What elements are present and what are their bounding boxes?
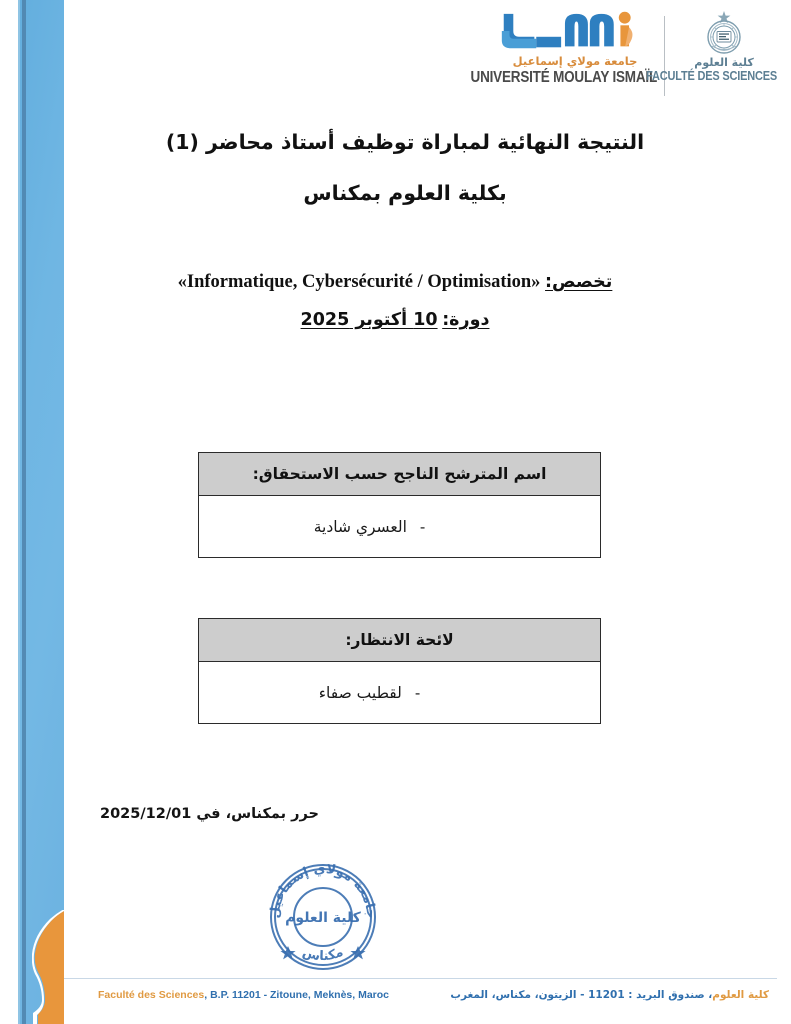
- list-item: [314, 518, 426, 536]
- left-decorative-band: [18, 0, 64, 1024]
- session-label: دورة:: [442, 310, 490, 330]
- table-header-waiting-list: لائحة الانتظار:: [199, 619, 600, 662]
- list-marker: -: [414, 683, 421, 702]
- band-orange-swoosh-icon: [32, 910, 64, 1024]
- footer-address-text-french: , B.P. 11201 - Zitoune, Meknès, Maroc: [204, 989, 390, 1001]
- footer-address-arabic: [450, 989, 769, 1001]
- table-row: [199, 662, 600, 723]
- footer-divider-rule: [64, 978, 777, 979]
- specialty-label: تخصص:: [545, 272, 613, 292]
- faculty-logo-block: [646, 10, 777, 84]
- specialty-line: [70, 272, 720, 293]
- table-header-successful: اسم المترشح الناجح حسب الاستحقاق:: [199, 453, 600, 496]
- faculty-name-french: FACULTÉ DES SCIENCES: [646, 69, 777, 84]
- footer-org-french: Faculté des Sciences: [98, 989, 205, 1001]
- svg-text:مكناس: مكناس: [300, 944, 346, 965]
- footer-org-arabic: كلية العلوم: [712, 989, 769, 1001]
- table-row: [199, 496, 600, 557]
- page-title-line-2: بكلية العلوم بمكناس: [303, 181, 507, 205]
- university-name-french: UNIVERSITÉ MOULAY ISMAÏL: [470, 68, 657, 87]
- footer-address-french: [98, 989, 389, 1001]
- waiting-list-table: [198, 618, 601, 724]
- band-light-edge: [18, 0, 20, 1024]
- faculty-name-arabic: كلية العلوم: [694, 56, 754, 69]
- session-line: [70, 310, 720, 331]
- band-dark-stripe: [22, 0, 26, 1024]
- faculty-seal-icon: [694, 10, 754, 56]
- document-header: [470, 10, 777, 102]
- signoff-place-and-date: حرر بمكناس، في 2025/12/01: [100, 806, 319, 822]
- page-title-line-1: النتيجة النهائية لمباراة توظيف أستاذ محاضر (1): [165, 130, 645, 154]
- university-logo-block: [470, 10, 657, 87]
- candidate-name: العسري شادية: [313, 517, 407, 536]
- session-value: 10 أكتوبر 2025: [300, 310, 438, 330]
- official-round-stamp-icon: [258, 858, 388, 976]
- successful-candidates-table: [198, 452, 601, 558]
- footer-address-text-arabic: ، صندوق البريد : 11201 - الزيتون، مكناس، المغرب: [450, 989, 713, 1001]
- list-item: [319, 684, 421, 702]
- svg-text:كلية العلوم: كلية العلوم: [285, 910, 361, 926]
- specialty-value: «Informatique, Cybersécurité / Optimisation»: [177, 272, 541, 292]
- svg-text:جامعة مولاي إسماعيل: جامعة مولاي إسماعيل: [267, 861, 379, 919]
- umi-logo-icon: [498, 10, 651, 54]
- list-marker: -: [419, 517, 426, 536]
- university-name-arabic: جامعة مولاي إسماعيل: [512, 54, 638, 68]
- candidate-name: لقطيب صفاء: [318, 683, 402, 702]
